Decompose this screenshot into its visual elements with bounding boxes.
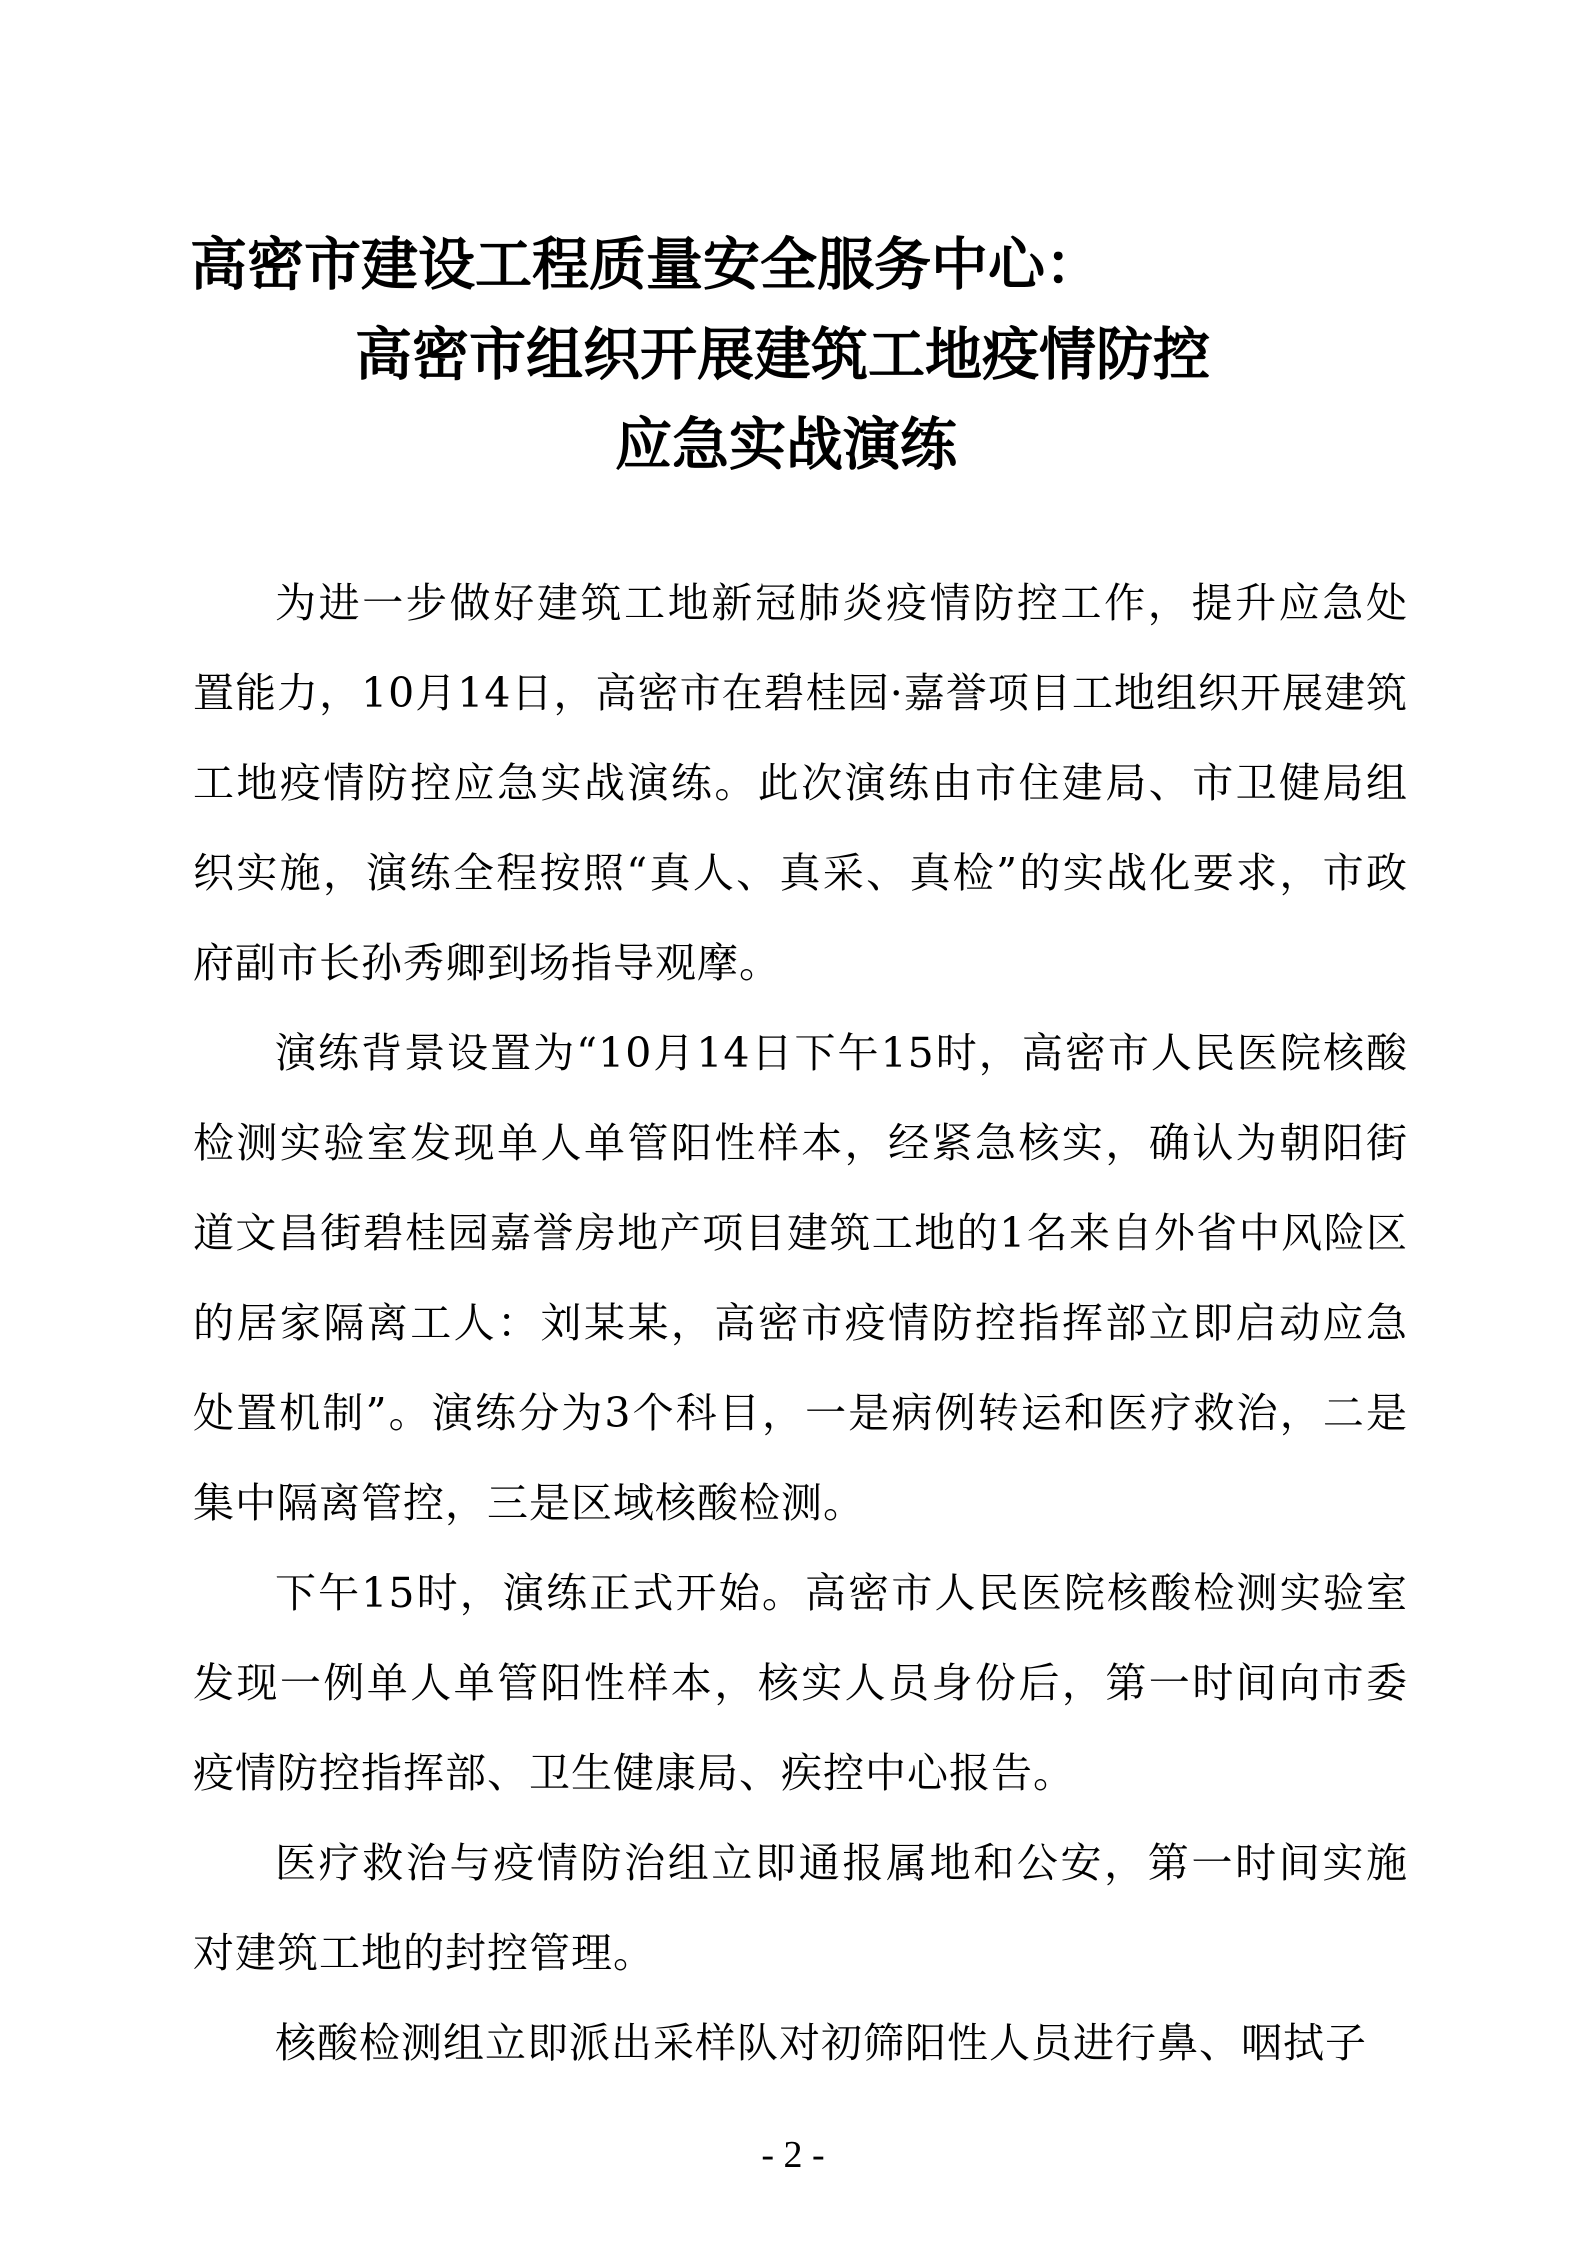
paragraph-2: 演练背景设置为“10月14日下午15时，高密市人民医院核酸检测实验室发现单人单管阳性样本，经紧急核实，确认为朝阳街道文昌街碧桂园嘉誉房地产项目建筑工地的1名来自外省中风险区的居家隔离工人：刘某某，高密市疫情防控指挥部立即启动应急处置机制”。演练分为3个科目，一是病例转运和医疗救治，二是集中隔离管控，三是区域核酸检测。 — [193, 1029, 1408, 1527]
paragraph-1: 为进一步做好建筑工地新冠肺炎疫情防控工作，提升应急处置能力，10月14日，高密市在碧桂园·嘉誉项目工地组织开展建筑工地疫情防控应急实战演练。此次演练由市住建局、市卫健局组织实施，演练全程按照“真人、真采、真检”的实战化要求，市政府副市长孙秀卿到场指导观摩。 — [193, 579, 1408, 987]
title-line-1: 高密市建设工程质量安全服务中心： — [190, 231, 1102, 298]
title-line-3: 应急实战演练 — [615, 411, 957, 478]
document-body — [193, 558, 1408, 2088]
paragraph-3: 下午15时，演练正式开始。高密市人民医院核酸检测实验室发现一例单人单管阳性样本，核实人员身份后，第一时间向市委疫情防控指挥部、卫生健康局、疾控中心报告。 — [193, 1569, 1408, 1797]
title-line-2: 高密市组织开展建筑工地疫情防控 — [355, 321, 1210, 388]
paragraph-5: 核酸检测组立即派出采样队对初筛阳性人员进行鼻、咽拭子 — [275, 2019, 1367, 2067]
paragraph-4: 医疗救治与疫情防治组立即通报属地和公安，第一时间实施对建筑工地的封控管理。 — [193, 1839, 1408, 1977]
page-number: - 2 - — [761, 2134, 825, 2176]
